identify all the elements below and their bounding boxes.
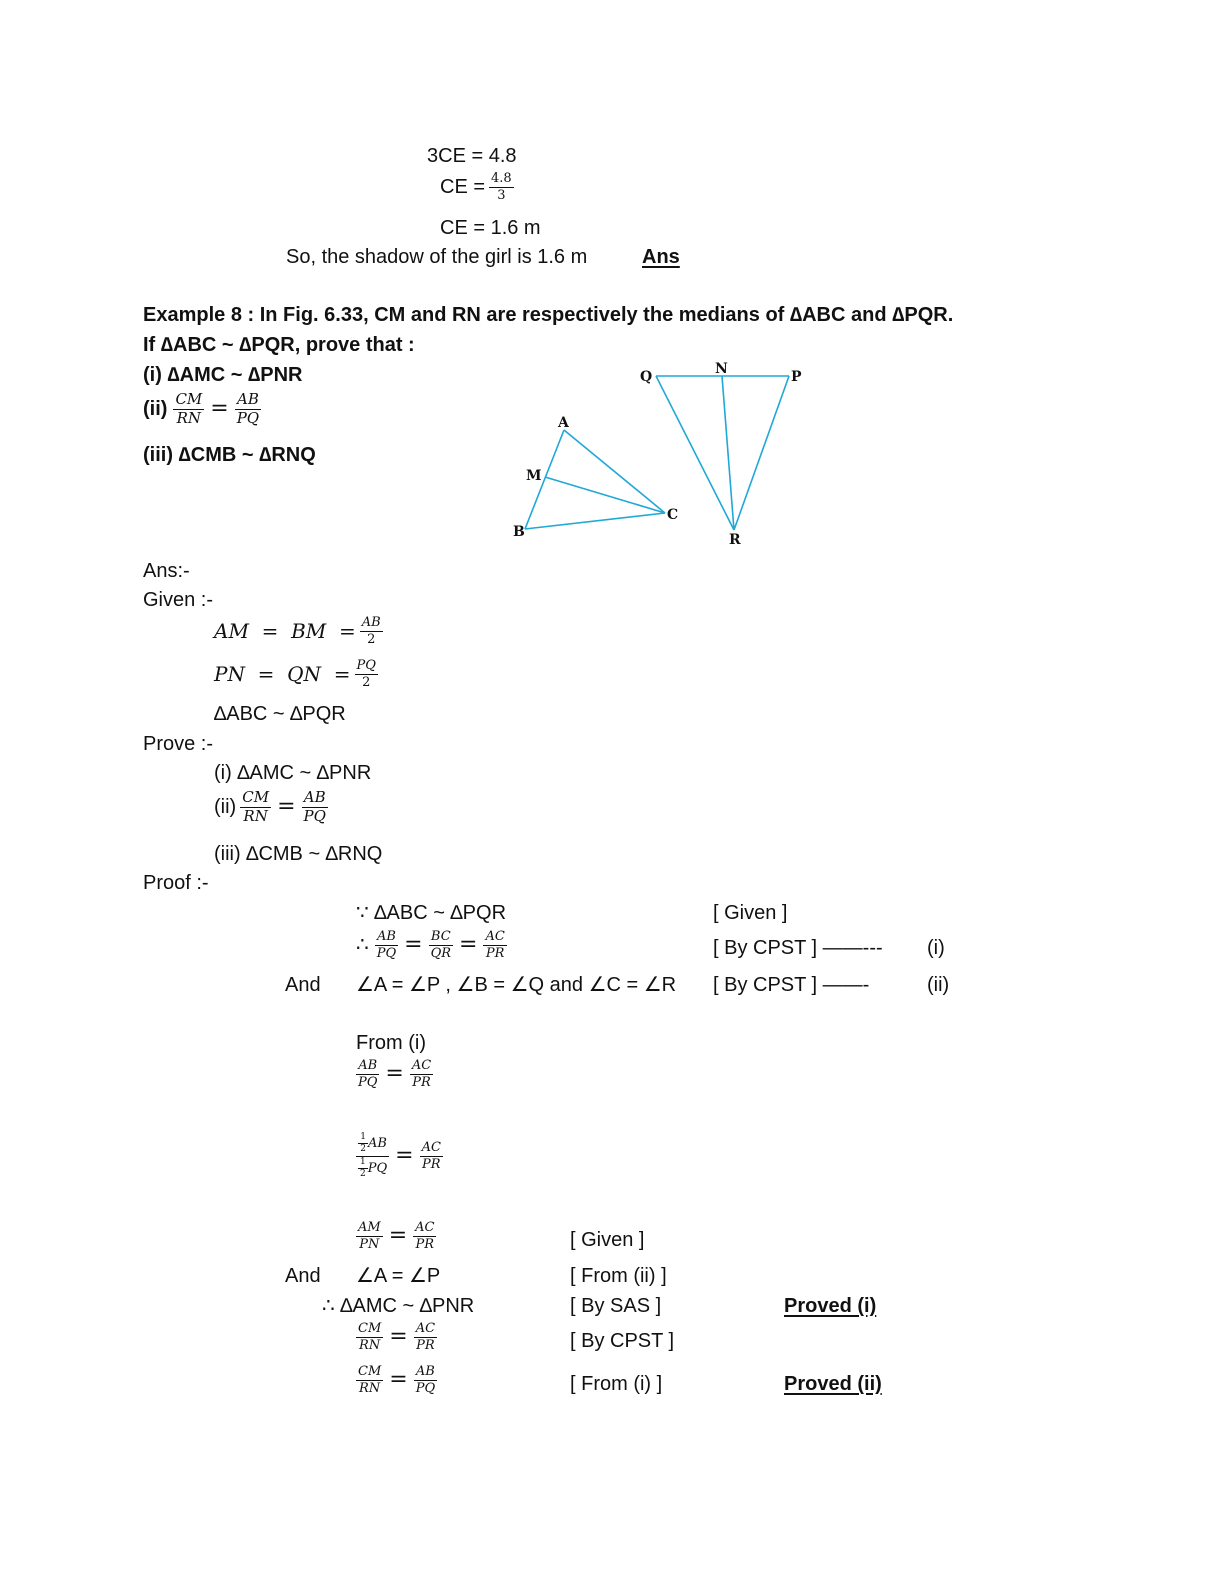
fraction: $\frac{CM}{RN}$ [242,788,270,825]
fraction: $\frac{CM}{RN}$ [358,1364,382,1396]
proof-step-8: ∴ ∆AMC ~ ∆PNR [322,1295,475,1317]
fraction: $\frac{AC}{PR}$ [415,1220,435,1252]
proof-step-2-reason: [ By CPST ] ——--- [713,937,883,959]
fraction: $\frac{AC}{PR}$ [485,929,505,961]
proof-step-1: ∵ ∆ABC ~ ∆PQR [356,902,507,924]
proof-step-7-and: And [285,1265,321,1287]
fraction: $\frac{AM}{PN}$ [358,1220,381,1252]
proof-step-3-reason: [ By CPST ] ——- [713,974,870,996]
fraction: $\frac{AB}{PQ}$ [376,929,397,961]
given-2: PN = QN = $\frac{PQ}{2}$ [214,658,376,690]
proof-step-10-reason: [ From (i) ] [570,1373,663,1395]
given-3: ∆ABC ~ ∆PQR [214,703,346,725]
label-b: B [513,524,525,540]
label-n: N [715,361,728,377]
fraction: $\frac{PQ}{2}$ [356,658,376,690]
fraction: $\frac{AC}{PR}$ [415,1321,436,1353]
proof-step-8-reason: [ By SAS ] [570,1295,662,1317]
proved-ii-label: Proved (ii) [784,1373,882,1395]
label-p: P [791,369,802,385]
fraction: $\frac{AB}{PQ}$ [236,390,260,427]
compound-fraction: $\frac{1}{2}$ AB $\frac{1}{2}$ PQ [356,1133,389,1180]
proof-step-7: ∠A = ∠P [356,1265,441,1287]
fraction: $\frac{AB}{PQ}$ [415,1364,436,1396]
proof-step-10: $\frac{CM}{RN}$ = $\frac{AB}{PQ}$ [358,1364,436,1396]
proof-step-6-reason: [ Given ] [570,1229,645,1251]
prove-heading: Prove :- [143,733,214,755]
proof-step-4: $\frac{AB}{PQ}$ = $\frac{AC}{PR}$ [358,1058,432,1090]
fraction: $\frac{AB}{PQ}$ [303,788,326,825]
ans-label: Ans [642,246,680,268]
fraction: $\frac{AC}{PR}$ [421,1140,441,1172]
label-r: R [729,532,741,548]
proof-step-7-reason: [ From (ii) ] [570,1265,667,1287]
conclusion-text: So, the shadow of the girl is 1.6 m [286,246,588,268]
prove-2: (ii) $\frac{CM}{RN}$ = $\frac{AB}{PQ}$ [214,788,326,825]
proof-step-1-reason: [ Given ] [713,902,788,924]
fraction: $\frac{CM}{RN}$ [175,390,203,427]
proof-heading: Proof :- [143,872,209,894]
triangles-figure [500,355,820,555]
example-subtitle: If ∆ABC ~ ∆PQR, prove that : [143,334,415,356]
triangle-abc [525,430,665,529]
equation-3ce: 3CE = 4.8 [427,145,517,167]
label-c: C [667,507,679,523]
proof-step-9: $\frac{CM}{RN}$ = $\frac{AC}{PR}$ [358,1321,436,1353]
proved-i-label: Proved (i) [784,1295,877,1317]
fraction: $\frac{CM}{RN}$ [358,1321,382,1353]
fraction: $\frac{BC}{QR}$ [430,929,452,961]
label-a: A [558,415,569,431]
proof-step-3: ∠A = ∠P , ∠B = ∠Q and ∠C = ∠R [356,974,677,996]
example-title: Example 8 : In Fig. 6.33, CM and RN are respectively the medians of ∆ABC and ∆PQR. [143,304,954,326]
prove-3: (iii) ∆CMB ~ ∆RNQ [214,843,383,865]
proof-step-2: ∴ $\frac{AB}{PQ}$ = $\frac{BC}{QR}$ = $\frac{AC}{PR}$ [356,929,505,961]
equation-lhs: CE = [440,176,486,199]
label-q: Q [640,369,653,385]
proof-step-3-and: And [285,974,321,996]
proof-step-5: $\frac{1}{2}$ AB $\frac{1}{2}$ PQ = $\frac{AC}{PR}$ [356,1133,443,1180]
equation-ce-fraction [440,172,514,202]
from-i-label: From (i) [356,1032,426,1054]
example-item-2: (ii) $\frac{CM}{RN}$ = $\frac{AB}{PQ}$ [143,390,260,427]
given-heading: Given :- [143,589,214,611]
given-1: AM = BM = $\frac{AB}{2}$ [214,615,381,647]
fraction: $\frac{4.8}{3}$ [491,171,512,203]
equation-ce-result: CE = 1.6 m [440,217,541,239]
ans-heading: Ans:- [143,560,190,582]
proof-step-3-tag: (ii) [927,974,950,996]
proof-step-2-tag: (i) [927,937,945,959]
fraction: $\frac{AC}{PR}$ [411,1058,432,1090]
proof-step-9-reason: [ By CPST ] [570,1330,675,1352]
example-item-3: (iii) ∆CMB ~ ∆RNQ [143,444,316,466]
fraction: $\frac{AB}{PQ}$ [358,1058,378,1090]
fraction: $\frac{AB}{2}$ [361,615,381,647]
prove-1: (i) ∆AMC ~ ∆PNR [214,762,372,784]
label-m: M [526,468,542,484]
example-item-1: (i) ∆AMC ~ ∆PNR [143,364,303,386]
proof-step-6: $\frac{AM}{PN}$ = $\frac{AC}{PR}$ [358,1220,435,1252]
